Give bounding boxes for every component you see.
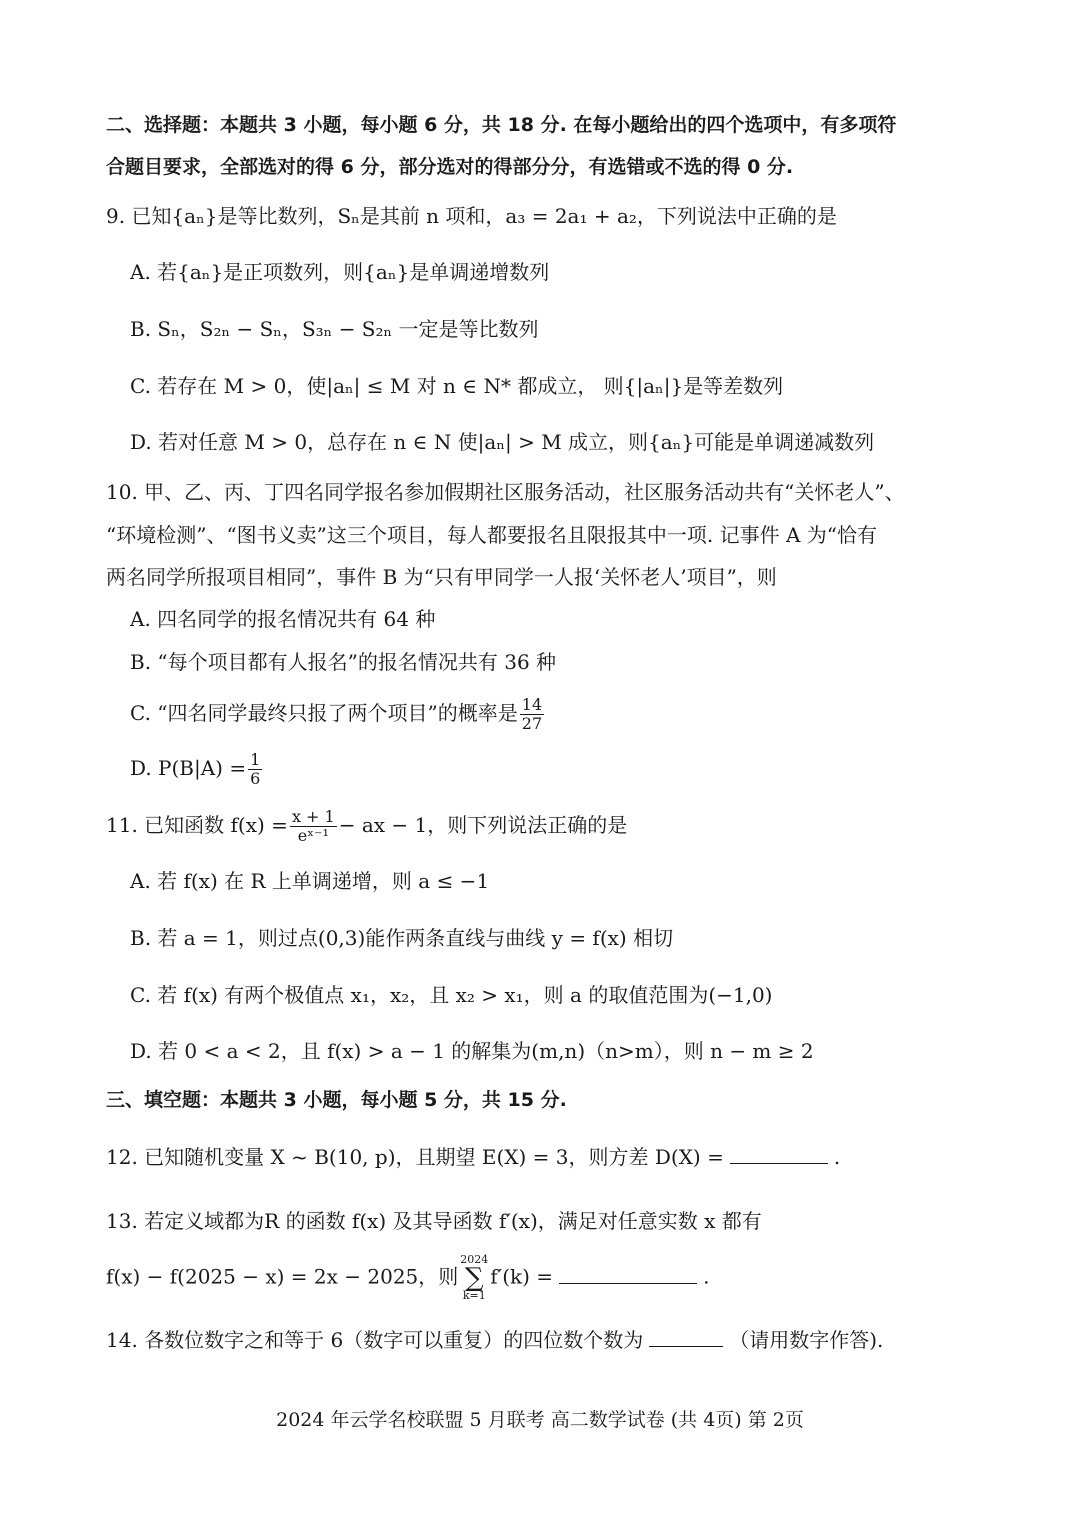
question-10-option-c (130, 693, 546, 733)
section-3-heading: 三、填空题：本题共 3 小题，每小题 5 分，共 15 分. (106, 1089, 567, 1111)
question-9-option-d: D. 若对任意 M > 0，总存在 n ∈ N 使|aₙ| > M 成立，则{aₙ}可能是单调递减数列 (130, 430, 875, 454)
fraction-denominator: 27 (521, 714, 543, 733)
fraction-numerator: 14 (521, 695, 543, 714)
fraction-14-27 (520, 696, 544, 733)
fraction-1-6 (248, 751, 262, 788)
question-13-end: . (703, 1264, 710, 1289)
question-12-end: . (833, 1145, 841, 1169)
answer-blank[interactable] (559, 1263, 697, 1284)
question-10-option-d (130, 748, 264, 788)
question-11-option-d: D. 若 0 < a < 2，且 f(x) > a − 1 的解集为(m,n)（n>m），则 n − m ≥ 2 (130, 1039, 814, 1063)
answer-blank[interactable] (730, 1143, 828, 1164)
fraction-numerator: x + 1 (291, 807, 335, 826)
question-13-line-1: 13. 若定义域都为R 的函数 f(x) 及其导函数 f′(x)，满足对任意实数 x 都有 (106, 1209, 762, 1233)
question-10-stem-line-2: “环境检测”、“图书义卖”这三个项目，每人都要报名且限报其中一项. 记事件 A 为“恰有 (106, 523, 877, 547)
question-11-option-a: A. 若 f(x) 在 R 上单调递增，则 a ≤ −1 (130, 869, 490, 893)
question-13-line-2 (106, 1254, 709, 1302)
function-fraction (290, 808, 337, 845)
question-11-stem-post: − ax − 1，则下列说法正确的是 (338, 813, 628, 837)
question-11-stem-pre: 11. 已知函数 f(x) = (106, 813, 288, 837)
question-9-option-a: A. 若{aₙ}是正项数列，则{aₙ}是单调递增数列 (130, 260, 550, 284)
question-10-option-d-text: D. P(B|A) = (130, 756, 247, 780)
summation (460, 1254, 488, 1302)
question-10-option-b: B. “每个项目都有人报名”的报名情况共有 36 种 (130, 650, 557, 674)
question-13-line-2-pre: f(x) − f(2025 − x) = 2x − 2025，则 (106, 1264, 459, 1289)
fraction-denominator: eˣ⁻¹ (297, 826, 329, 845)
question-11-stem (106, 805, 627, 845)
question-9-option-b: B. Sₙ，S₂ₙ − Sₙ，S₃ₙ − S₂ₙ 一定是等比数列 (130, 317, 539, 341)
section-2-heading-line-2: 合题目要求，全部选对的得 6 分，部分选对的得部分分，有选错或不选的得 0 分. (106, 156, 794, 178)
fraction-numerator: 1 (250, 750, 261, 769)
question-14-post: （请用数字作答). (729, 1328, 884, 1352)
summation-lower: k=1 (462, 1289, 486, 1302)
question-10-stem-line-1: 10. 甲、乙、丙、丁四名同学报名参加假期社区服务活动，社区服务活动共有“关怀老人”、 (106, 480, 905, 504)
question-10-stem-line-3: 两名同学所报项目相同”，事件 B 为“只有甲同学一人报‘关怀老人’项目”，则 (106, 565, 777, 589)
question-13-line-2-post: f′(k) = (490, 1264, 554, 1289)
page-footer: 2024 年云学名校联盟 5 月联考 高二数学试卷 (共 4页) 第 2页 (276, 1409, 804, 1431)
question-11-option-b: B. 若 a = 1，则过点(0,3)能作两条直线与曲线 y = f(x) 相切 (130, 926, 674, 950)
question-14 (106, 1326, 883, 1354)
question-11-option-c: C. 若 f(x) 有两个极值点 x₁，x₂，且 x₂ > x₁，则 a 的取值范围为(−1,0) (130, 983, 773, 1007)
question-9-stem: 9. 已知{aₙ}是等比数列，Sₙ是其前 n 项和，a₃ = 2a₁ + a₂，下列说法中正确的是 (106, 204, 837, 228)
question-12 (106, 1143, 840, 1171)
fraction-denominator: 6 (250, 769, 261, 788)
question-12-text: 12. 已知随机变量 X ~ B(10, p)，且期望 E(X) = 3，则方差 D(X) = (106, 1145, 724, 1169)
section-2-heading-line-1: 二、选择题：本题共 3 小题，每小题 6 分，共 18 分. 在每小题给出的四个选项中，有多项符 (106, 114, 897, 136)
summation-symbol: ∑ (464, 1263, 484, 1293)
question-14-pre: 14. 各数位数字之和等于 6（数字可以重复）的四位数个数为 (106, 1328, 644, 1352)
summation-upper: 2024 (460, 1253, 489, 1266)
question-10-option-c-text: C. “四名同学最终只报了两个项目”的概率是 (130, 701, 518, 725)
answer-blank[interactable] (649, 1326, 723, 1347)
question-9-option-c: C. 若存在 M > 0，使|aₙ| ≤ M 对 n ∈ N* 都成立， 则{|aₙ|}是等差数列 (130, 374, 784, 398)
question-10-option-a: A. 四名同学的报名情况共有 64 种 (130, 607, 436, 631)
